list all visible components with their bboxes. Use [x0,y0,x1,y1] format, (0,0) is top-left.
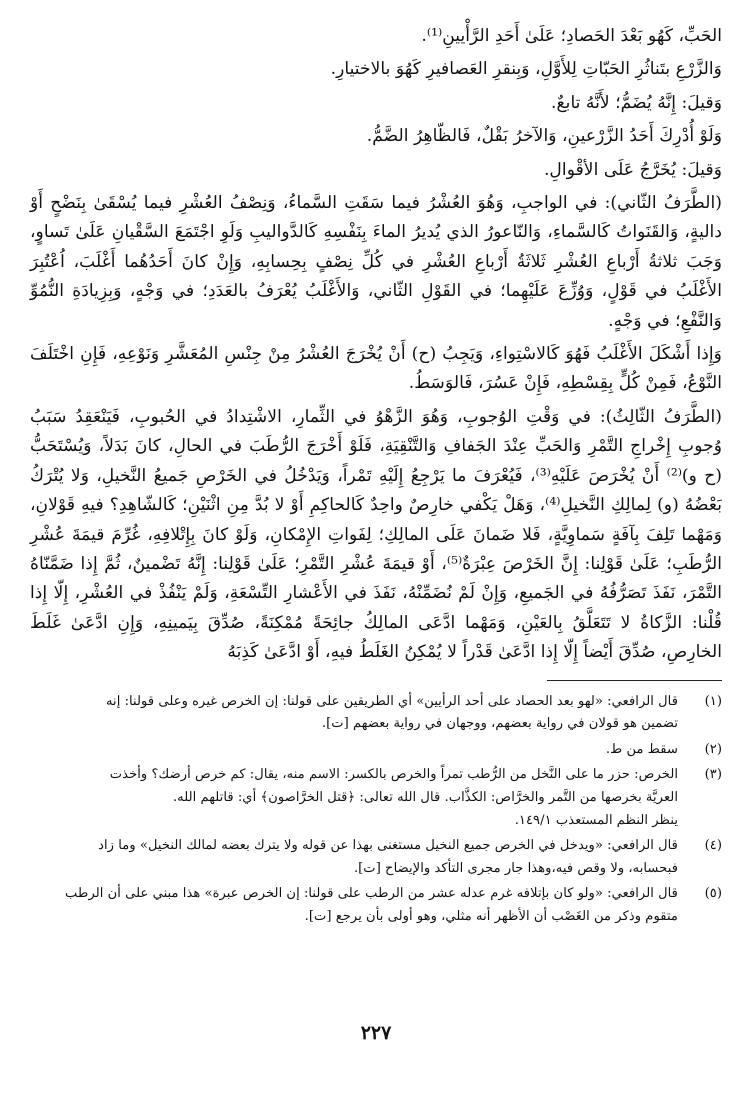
footnote-number: (١) [704,693,722,709]
footnote-line: قال الرافعي: «ولو كان بإتلافه غرم عدله عشر من الرطب على قولنا: إن الخرص عبرة» هذا مبني على أن الرطب [65,886,678,902]
footnote-line: فبحسابه، ولا وقص فيه،وهذا جار مجرى التأكد والإيضاح [ت]. [353,860,678,876]
footnote-line: سقط من ط. [605,741,678,757]
footnote-line: تضمين هو قولان في رواية بعضهم، ووجهان في رواية بعضهم [ت]. [321,716,678,732]
paragraph-third-section: (الطَّرَفُ الثّالِثُ): في وَقْتِ الوُجوبِ، وَهُوَ الزَّهْوُ في الثِّمارِ، الاشْتِدادُ في الحُبوبِ، فَيَنْعَقِدُ سَبَبُ وُجوبِ إِخْراجِ التَّمْرِ وَالحَبِّ عِنْدَ الجَفافِ وَالتَّنْقِيَةِ، فَلَوْ أَخْرَجَ الرُّطَبَ في الحالِ، كانَ بَدَلاً، وَيُسْتَحَبُّ (ح و)⁽²⁾ أَنْ يُخْرَصَ عَلَيْهِ⁽³⁾، فَيُعْرَفَ ما يَرْجِعُ إِلَيْهِ تَمْراً، وَيَدْخُلُ في الخَرْصِ جَميعُ النَّخيلِ، وَلا يُتْرَكُ بَعْضُهُ (و) لِمالِكِ النَّخيلِ⁽⁴⁾، وَهَلْ يَكْفي خارِصٌ واحِدٌ كَالحاكِمِ أَوْ لا بُدَّ مِنِ اثْنَيْنِ؛ كَالشّاهِدِ؟ فيهِ قَوْلانِ، وَمَهْما تَلِفَ بِآفَةٍ سَماوِيَّةٍ، فَلا ضَمانَ عَلَى المالِكِ؛ لِفَواتِ الإِمْكانِ، وَلَوْ كانَ بِإِتْلافِهِ، غُرِّمَ قيمَةَ عُشْرِ الرُّطَبِ؛ عَلَىٰ قَوْلِنا: إِنَّ الخَرْصَ عِبْرَةٌ⁽⁵⁾، أَوْ قيمَةَ عُشْرِ التَّمْرِ؛ عَلَىٰ قَوْلِنا: إِنَّهُ تَضْمينٌ، ثُمَّ إِذا ضَمَّنّاهُ التَّمْرَ، نَفَذَ تَصَرُّفُهُ في الجَميعِ، وَإِنْ لَمْ نُضَمِّنْهُ، نَفَذَ في الأَعْشارِ التِّسْعَةِ، وَلَمْ يَنْفُذْ في العُشْرِ، إِلّا إِذا قُلْنا: الزَّكاةُ لا تَتَعَلَّقُ بِالعَيْنِ، وَمَهْما ادَّعَى المالِكُ جائِحَةً مُمْكِنَةً، صُدِّقَ بِيَمينِهِ، وَإِنِ ادَّعَىٰ غَلَطَ الخارِصِ، صُدِّقَ أَيْضاً إِلّا إِذا ادَّعَىٰ قَدْراً لا يُمْكِنُ الغَلَطُ فيهِ، أَوْ ادَّعَىٰ كَذِبَهُ [30,406,723,663]
paragraph-4: وَلَوْ أُدْرِكَ أَحَدُ الزَّرْعينِ، وَالآخرُ بَقْلٌ، فَالظّاهِرُ الضَّمُّ. [366,126,722,147]
paragraph-5: وَقيلَ: يُخَرَّجُ عَلَى الأقْوالِ. [543,159,722,180]
footnote-text [30,691,678,736]
paragraph-3: وَقيلَ: إِنَّهُ يُضَمُّ؛ لأَنَّهُ تابعٌ. [551,92,722,113]
main-text [30,22,722,668]
footnote-number: (٢) [704,741,722,757]
footnote-line: ينظر النظم المستعذب ١٤٩/١. [514,812,678,828]
footnote-1 [30,691,722,736]
footnotes [30,691,722,929]
footnote-number: (٣) [704,767,722,783]
footnote-text [30,764,678,832]
footnote-text [30,739,678,762]
footnote-line: العريَّة بخرصها من التَّمر والخرَّاص: الكذَّاب. قال الله تعالى: ﴿قتل الخرَّاصون﴾ أي: قاتلهم الله. [172,789,678,805]
book-page [30,22,722,1082]
paragraph-2: وَالزَّرْعِ بتَناثُرِ الحَبّاتِ لِلأَوَّلِ، وَبِنقرِ العَصافيرِ كَهُوَ بالاختيارِ. [330,59,722,80]
footnote-line: متقوم وذكر من الغَصْب أن الأظهر أنه مثلي، وهو أولى بأن يرجع [ت]. [304,908,678,924]
footnote-4 [30,835,722,880]
footnote-text [30,835,678,880]
page-number: ٢٢٧ [360,1022,392,1044]
paragraph-7: وَإِذا أَشْكَلَ الأَغْلَبُ فَهُوَ كَالاسْتِواءِ، وَيَجِبُ (ح) أَنْ يُخْرَجَ العُشْرُ مِنْ جِنْسِ المُعَشَّرِ وَنَوْعِهِ، فَإِنِ اخْتَلَفَ النَّوْعُ، فَمِنْ كُلٍّ بِقِسْطِهِ، فَإِنْ عَسُرَ، فَالوَسَطُ. [30,344,722,394]
footnote-number: (٤) [704,838,722,854]
paragraph-second-section: (الطَّرَفُ الثّاني): في الواجبِ، وَهُوَ العُشْرُ فيما سَقَتِ السَّماءُ، وَنِصْفُ العُشْرِ فيما يُسْقَىٰ بِنَضْحٍ أَوْ داليةٍ، وَالقَنَواتُ كَالسَّماءِ، وَالنّاعورُ الذي يُديرُ الماءَ بِنَفْسِهِ كَالدَّواليبِ وَلَوِ اجْتَمَعَ السَّقْيانِ عَلَىٰ تَساوٍ، وَجَبَ ثلاثةُ أَرْباعِ العُشْرِ ثَلاثَةُ أَرْباعِ العُشْرِ في كُلِّ نِصْفٍ بِحِسابِهِ، وَإِنْ كانَ أَحَدُهُما أَغْلَبَ، اُعْتُبِرَ الأَغْلَبُ في قَوْلٍ، وَوُزِّعَ عَلَيْهِما؛ في القَوْلِ الثّاني، وَالأَغْلَبُ يُعْرَفُ بالعَدَدِ؛ في وَجْهٍ، وَبِزِيادَةِ النُّمُوِّ وَالنَّفْعِ؛ في وَجْهٍ. [30,193,722,331]
footnote-line: قال الرافعي: «ويدخل في الخرص جميع النخيل مستغنى بهذا عن قوله ولا يترك بعضه لمالك النخيل» وما زاد [98,838,678,854]
footnote-text [30,883,678,928]
footnote-5 [30,883,722,928]
paragraph-1: الحَبِّ، كَهُو بَعْدَ الحَصادِ؛ عَلَىٰ أَحَدِ الرَّأْيينِ⁽¹⁾. [421,26,722,46]
footnote-2 [30,739,722,762]
footnote-divider [547,680,722,681]
footnote-number: (٥) [704,886,722,902]
footnote-line: قال الرافعي: «لهو بعد الحصاد على أحد الرأيين» أي الطريقين على قولنا: إن الخرص غيره وعلى قولنا: إنه [105,693,678,709]
footnote-line: الخرص: حزر ما على النَّخل من الرُّطب تمراً والخرص بالكسر: الاسم منه، يقال: كم خرص أرضك؟ وأخذت [109,767,678,783]
footnote-3 [30,764,722,832]
